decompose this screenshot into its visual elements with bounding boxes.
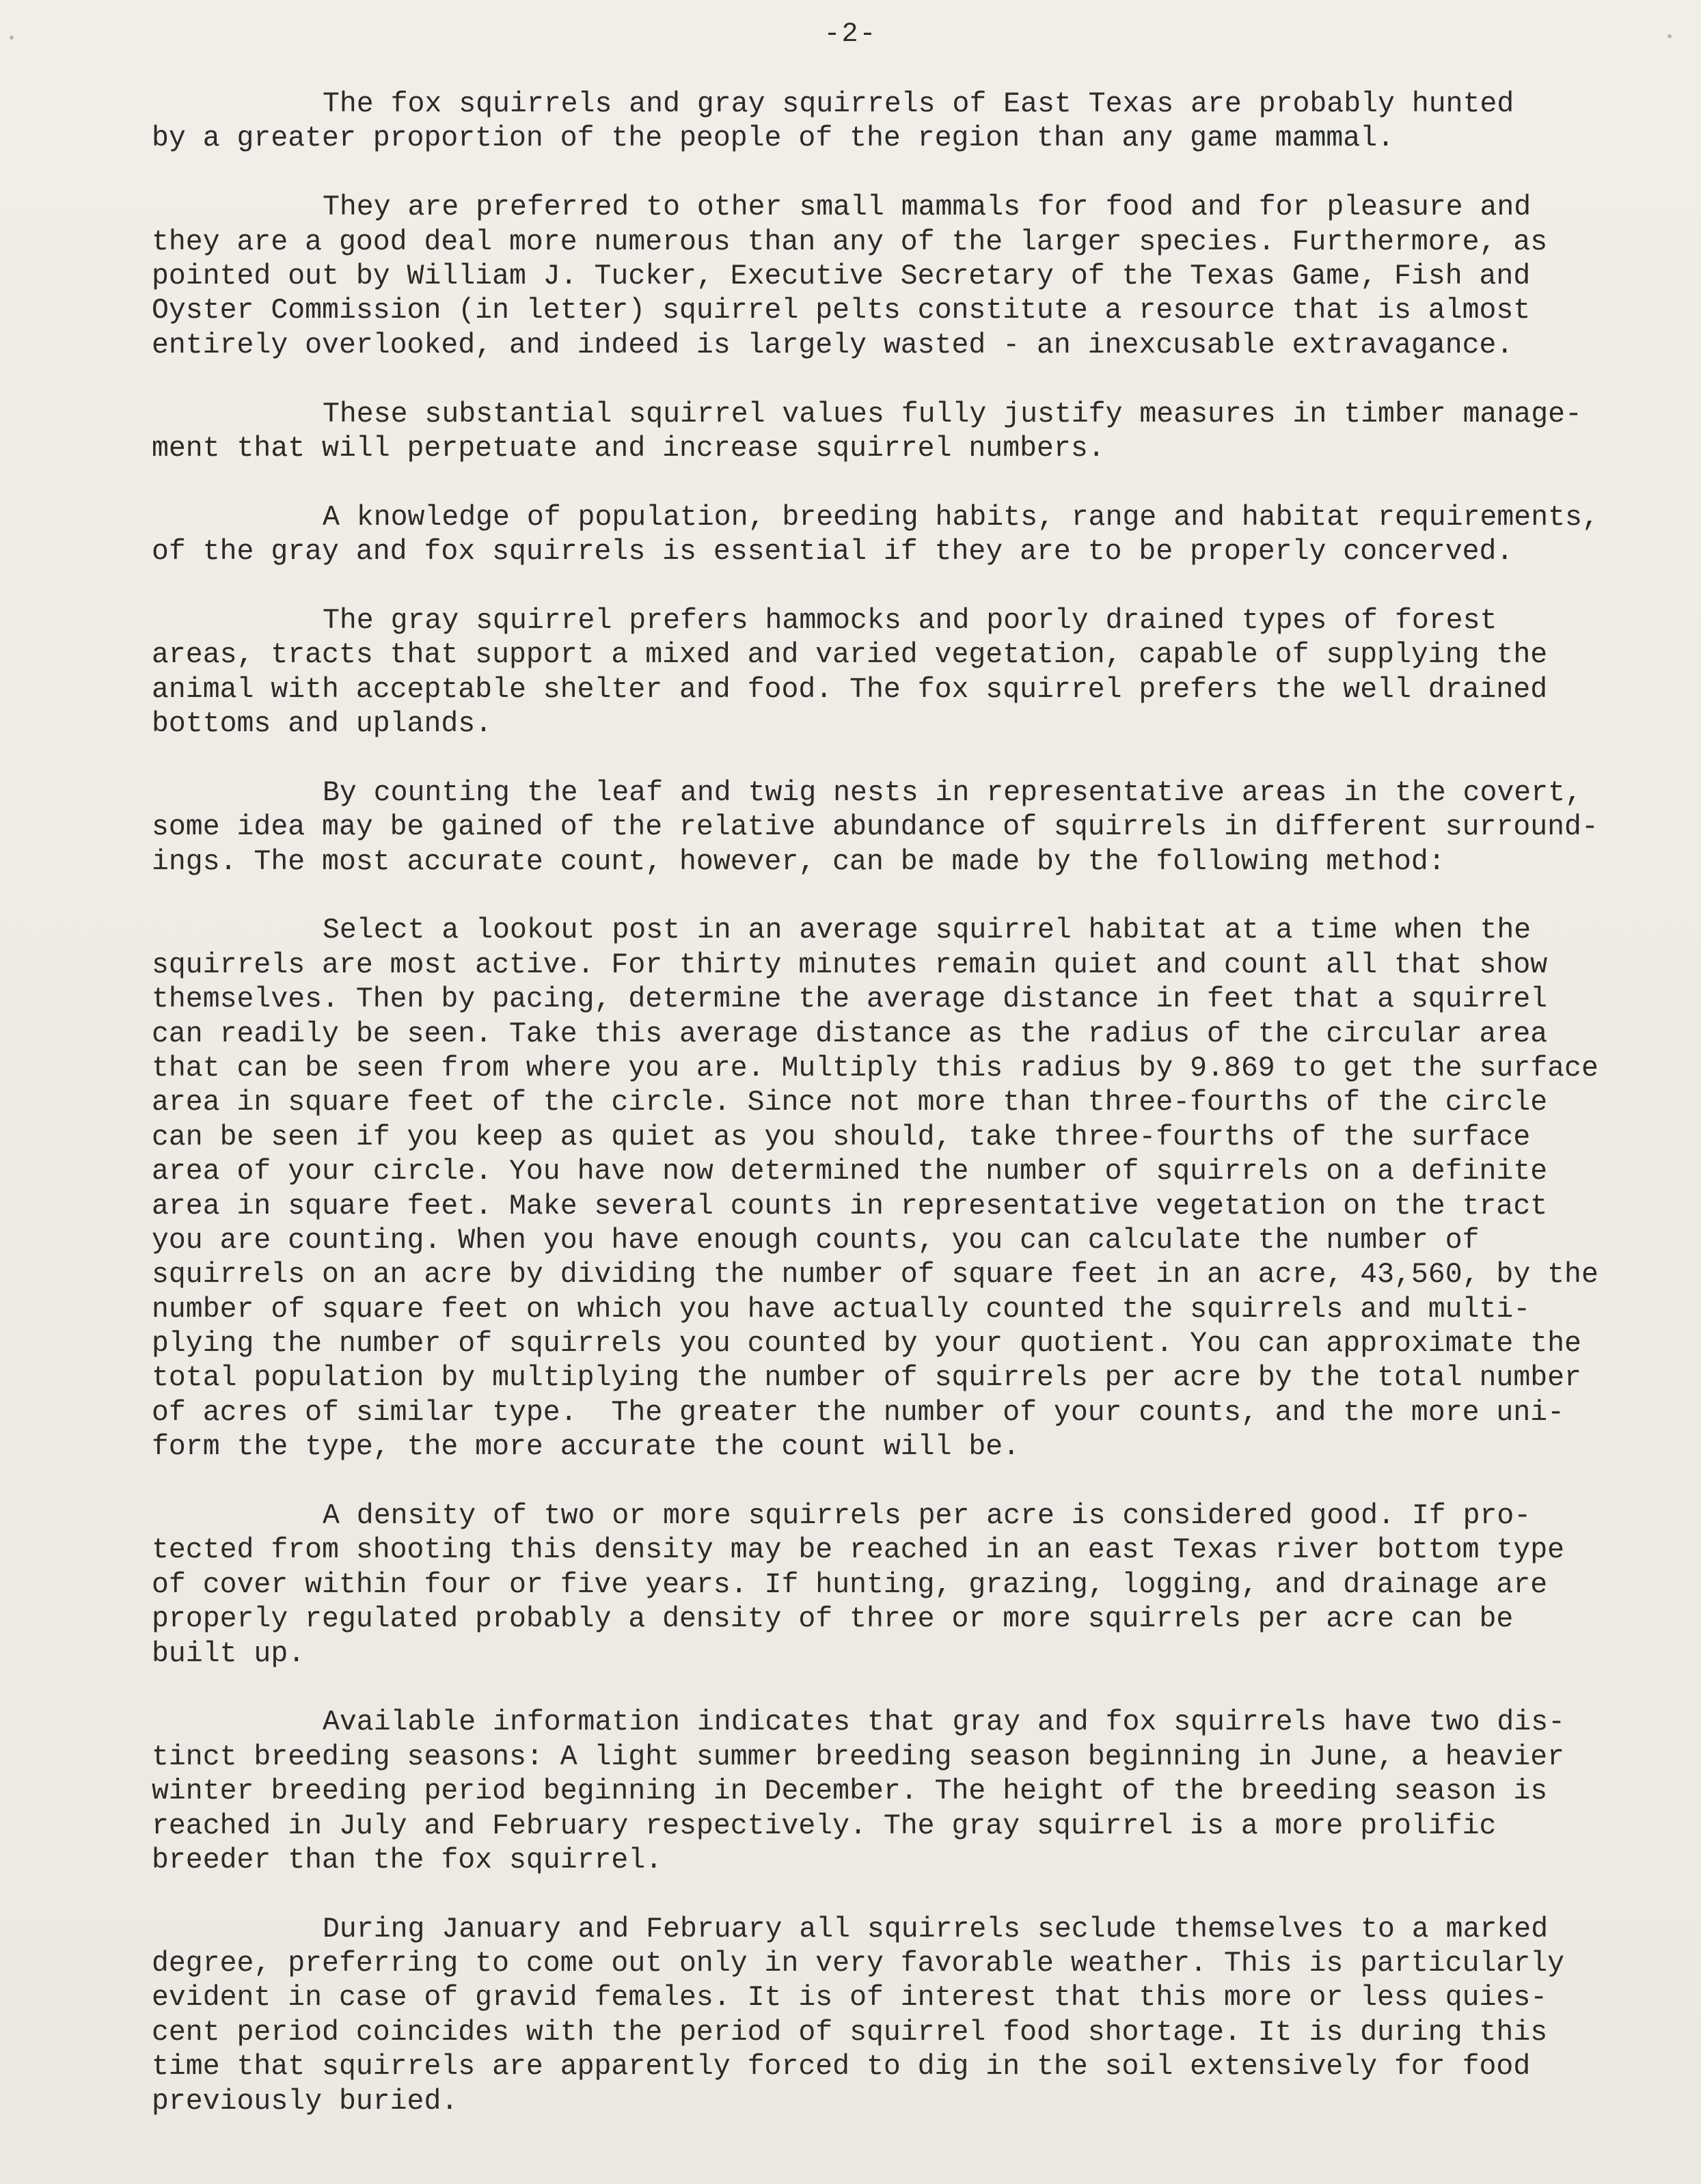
paragraph-line: some idea may be gained of the relative abundance of squirrels in different surround- [152, 811, 1598, 844]
paragraph-line: time that squirrels are apparently forced to dig in the soil extensively for food [152, 2051, 1531, 2084]
paragraph-line: area in square feet of the circle. Since not more than three-fourths of the circle [152, 1087, 1548, 1119]
paragraph-line: you are counting. When you have enough counts, you can calculate the number of [152, 1224, 1480, 1257]
paragraph-line: areas, tracts that support a mixed and varied vegetation, capable of supplying the [152, 639, 1548, 672]
paragraph-line: built up. [152, 1637, 305, 1670]
paragraph-line: evident in case of gravid females. It is of interest that this more or less quies- [152, 1982, 1548, 2015]
paragraph-line: by a greater proportion of the people of the region than any game mammal. [152, 122, 1394, 155]
paragraph-line: can be seen if you keep as quiet as you should, take three-fourths of the surface [152, 1121, 1531, 1154]
paragraph-line: cent period coincides with the period of squirrel food shortage. It is during this [152, 2016, 1548, 2049]
paragraph-line: properly regulated probably a density of three or more squirrels per acre can be [152, 1603, 1514, 1636]
paragraph-line: area of your circle. You have now determined the number of squirrels on a definite [152, 1156, 1548, 1188]
paragraph [152, 1499, 1676, 1671]
paragraph-first-line: Select a lookout post in an average squirrel habitat at a time when the [323, 914, 1532, 947]
paragraph-line: themselves. Then by pacing, determine the average distance in feet that a squirrel [152, 983, 1548, 1016]
paragraph-line: squirrels are most active. For thirty minutes remain quiet and count all that show [152, 948, 1548, 981]
paragraph-first-line: They are preferred to other small mammals for food and for pleasure and [323, 191, 1532, 224]
paragraph-line: squirrels on an acre by dividing the number of square feet in an acre, 43,560, by the [152, 1259, 1598, 1292]
paragraph-first-line: By counting the leaf and twig nests in representative areas in the covert, [323, 776, 1582, 809]
paragraph-line: of the gray and fox squirrels is essential if they are to be properly concerved. [152, 536, 1514, 569]
paragraph-line: of acres of similar type. The greater the number of your counts, and the more uni- [152, 1396, 1565, 1429]
paragraph-line: previously buried. [152, 2085, 459, 2118]
paragraph-line: tinct breeding seasons: A light summer breeding season beginning in June, a heavier [152, 1741, 1565, 1773]
paragraph-first-line: A density of two or more squirrels per acre is considered good. If pro- [323, 1500, 1532, 1533]
paragraph-line: area in square feet. Make several counts in representative vegetation on the tract [152, 1190, 1548, 1223]
paragraph [152, 1913, 1676, 2119]
paragraph [152, 1706, 1676, 1878]
paragraph [152, 398, 1676, 467]
paragraph-line: Oyster Commission (in letter) squirrel pelts constitute a resource that is almost [152, 295, 1531, 327]
paragraph-line: ings. The most accurate count, however, can be made by the following method: [152, 845, 1445, 878]
paragraph-line: bottoms and uplands. [152, 708, 493, 741]
paragraph [152, 191, 1676, 363]
paragraph [152, 604, 1676, 742]
paragraph-first-line: Available information indicates that gray and fox squirrels have two dis- [323, 1706, 1565, 1739]
paragraph-line: pointed out by William J. Tucker, Executive Secretary of the Texas Game, Fish and [152, 260, 1531, 292]
paragraph-line: entirely overlooked, and indeed is largely wasted - an inexcusable extravagance. [152, 329, 1514, 361]
paragraph-line: winter breeding period beginning in December. The height of the breeding season is [152, 1775, 1548, 1808]
paragraph-line: animal with acceptable shelter and food. The fox squirrel prefers the well drained [152, 673, 1548, 706]
paragraph-line: form the type, the more accurate the count will be. [152, 1431, 1020, 1464]
typewritten-body [152, 87, 1676, 2153]
page-number: -2- [824, 19, 877, 50]
paragraph [152, 914, 1676, 1464]
paragraph-line: tected from shooting this density may be reached in an east Texas river bottom type [152, 1534, 1565, 1567]
paragraph-first-line: The gray squirrel prefers hammocks and poorly drained types of forest [323, 604, 1497, 637]
paragraph-line: degree, preferring to come out only in very favorable weather. This is particularly [152, 1948, 1565, 1980]
paragraph-line: ment that will perpetuate and increase squirrel numbers. [152, 432, 1105, 465]
paragraph-line: plying the number of squirrels you counted by your quotient. You can approximate the [152, 1328, 1581, 1361]
paragraph-line: that can be seen from where you are. Multiply this radius by 9.869 to get the surface [152, 1052, 1598, 1084]
paragraph-first-line: During January and February all squirrels seclude themselves to a marked [323, 1913, 1549, 1946]
paragraph-line: reached in July and February respectively. The gray squirrel is a more prolific [152, 1810, 1497, 1842]
paragraph-line: total population by multiplying the number of squirrels per acre by the total number [152, 1362, 1581, 1395]
paragraph-first-line: The fox squirrels and gray squirrels of East Texas are probably hunted [323, 88, 1514, 120]
paragraph [152, 776, 1676, 879]
paragraph [152, 87, 1676, 156]
paragraph-line: they are a good deal more numerous than any of the larger species. Furthermore, as [152, 226, 1548, 258]
paragraph-first-line: These substantial squirrel values fully justify measures in timber manage- [323, 398, 1582, 431]
paragraph [152, 501, 1676, 570]
paragraph-first-line: A knowledge of population, breeding habits, range and habitat requirements, [323, 501, 1599, 534]
paragraph-line: can readily be seen. Take this average distance as the radius of the circular area [152, 1018, 1548, 1050]
paragraph-line: number of square feet on which you have actually counted the squirrels and multi- [152, 1293, 1531, 1326]
paragraph-line: breeder than the fox squirrel. [152, 1844, 663, 1876]
paragraph-line: of cover within four or five years. If hunting, grazing, logging, and drainage are [152, 1568, 1548, 1601]
